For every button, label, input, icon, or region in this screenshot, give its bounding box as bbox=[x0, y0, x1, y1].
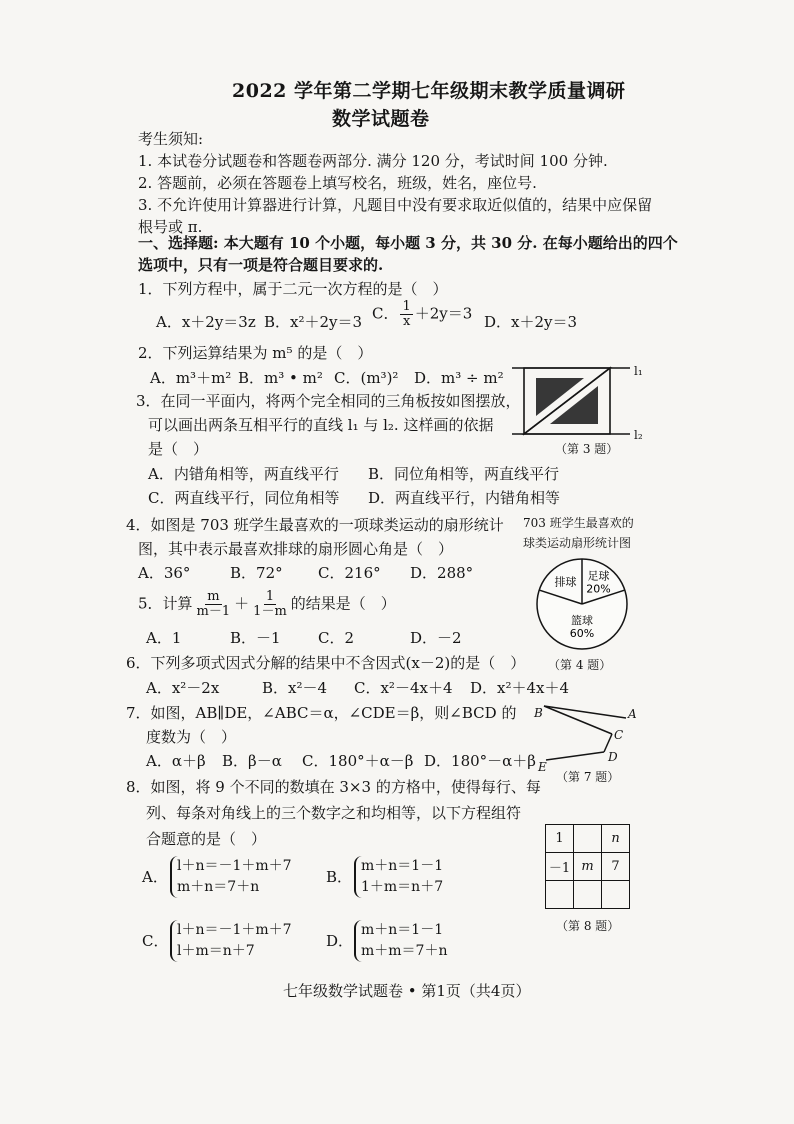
q8-option-b-eq2: 1＋m＝n＋7 bbox=[361, 879, 444, 895]
grid-cell: －1 bbox=[546, 853, 574, 881]
q6-option-b: B．x²－4 bbox=[262, 679, 328, 697]
line-de bbox=[546, 752, 604, 760]
q8-option-c-label: C． bbox=[142, 932, 169, 950]
q7-point-a: A bbox=[628, 707, 637, 721]
grid-cell: n bbox=[602, 825, 630, 853]
q3-stem: 3．在同一平面内，将两个完全相同的三角板按如图摆放， bbox=[136, 392, 521, 410]
line-bc bbox=[544, 706, 612, 734]
pie-chart bbox=[534, 556, 630, 652]
q1-option-c-label: C． bbox=[372, 304, 399, 323]
q8-figure-caption: （第 8 题） bbox=[556, 919, 620, 933]
q2-option-c: C．(m³)² bbox=[334, 369, 399, 387]
pie-chart-title-cont: 球类运动扇形统计图 bbox=[523, 536, 632, 550]
pie-slice-value: 60% bbox=[569, 627, 595, 640]
q5-fraction-1: $\frac{m}{m-1}$ bbox=[196, 589, 231, 619]
grid-cell: 7 bbox=[602, 853, 630, 881]
q4-option-c: C．216° bbox=[318, 564, 381, 582]
exam-title: 2022 学年第二学期七年级期末教学质量调研 bbox=[232, 80, 626, 102]
q1-option-b: B．x²＋2y＝3 bbox=[264, 313, 363, 331]
q2-option-b: B．m³ • m² bbox=[238, 369, 323, 387]
q3-stem-cont: 是（ ） bbox=[148, 440, 209, 458]
notice-item: 3. 不允许使用计算器进行计算，凡题目中没有要求取近似值的，结果中应保留 bbox=[138, 196, 653, 214]
q1-option-d: D．x＋2y＝3 bbox=[484, 313, 578, 331]
q7-option-b: B．β－α bbox=[222, 752, 282, 770]
q8-option-b-system bbox=[354, 856, 443, 898]
pie-slice-label: 足球 bbox=[587, 569, 610, 583]
section-heading: 一、选择题: 本大题有 10 个小题，每小题 3 分，共 30 分. 在每小题给出的四个 bbox=[138, 234, 678, 252]
grid-cell bbox=[602, 881, 630, 909]
q2-stem: 2．下列运算结果为 m⁵ 的是（ ） bbox=[138, 344, 373, 362]
q5-label: 5．计算 bbox=[138, 594, 193, 613]
q4-stem: 4．如图是 703 班学生最喜欢的一项球类运动的扇形统计 bbox=[126, 516, 504, 534]
grid-cell bbox=[574, 825, 602, 853]
q7-option-c: C．180°＋α－β bbox=[302, 752, 414, 770]
q6-option-a: A．x²－2x bbox=[146, 679, 220, 697]
q7-option-a: A．α＋β bbox=[146, 752, 206, 770]
grid-cell bbox=[574, 881, 602, 909]
q6-option-c: C．x²－4x＋4 bbox=[354, 679, 453, 697]
q8-option-a-system bbox=[170, 856, 292, 898]
q6-stem: 6．下列多项式因式分解的结果中不含因式(x－2)的是（ ） bbox=[126, 654, 526, 672]
line-ab bbox=[544, 706, 626, 718]
q7-figure-caption: （第 7 题） bbox=[556, 770, 620, 784]
q5-fraction-2: $\frac{1}{1-m}$ bbox=[253, 589, 287, 619]
q7-point-b: B bbox=[534, 706, 543, 720]
notice-item: 1. 本试卷分试题卷和答题卷两部分. 满分 120 分，考试时间 100 分钟. bbox=[138, 152, 608, 170]
q3-option-a: A．内错角相等，两直线平行 bbox=[148, 465, 339, 483]
q8-option-c-eq1: l＋n＝－1＋m＋7 bbox=[177, 922, 292, 938]
grid-cell: m bbox=[574, 853, 602, 881]
pie-slice-value: 20% bbox=[586, 582, 611, 596]
q8-stem: 8．如图，将 9 个不同的数填在 3×3 的方格中，使得每行、每 bbox=[126, 778, 541, 796]
q4-option-d: D．288° bbox=[410, 564, 474, 582]
q2-option-a: A．m³＋m² bbox=[150, 369, 232, 387]
section-heading-cont: 选项中，只有一项是符合题目要求的. bbox=[138, 256, 384, 274]
q7-stem-cont: 度数为（ ） bbox=[146, 728, 237, 746]
q7-point-d: D bbox=[608, 750, 618, 764]
q3-stem-cont: 可以画出两条互相平行的直线 l₁ 与 l₂. 这样画的依据 bbox=[148, 416, 494, 434]
q8-option-d-eq1: m＋n＝1－1 bbox=[361, 922, 444, 938]
magic-square-grid bbox=[545, 824, 630, 909]
q8-stem-cont: 列、每条对角线上的三个数字之和均相等，以下方程组符 bbox=[146, 804, 522, 822]
q8-option-d-system bbox=[354, 920, 447, 962]
q8-option-b-label: B． bbox=[326, 868, 353, 886]
q3-label-l1: l₁ bbox=[634, 364, 643, 378]
q8-stem-cont: 合题意的是（ ） bbox=[146, 830, 267, 848]
q4-option-b: B．72° bbox=[230, 564, 283, 582]
pie-slice-label: 篮球 bbox=[571, 614, 593, 627]
notice-heading: 考生须知: bbox=[138, 130, 204, 148]
q8-option-c-system bbox=[170, 920, 292, 962]
q3-option-d: D．两直线平行，内错角相等 bbox=[368, 489, 561, 507]
q3-option-c: C．两直线平行，同位角相等 bbox=[148, 489, 340, 507]
q2-option-d: D．m³ ÷ m² bbox=[414, 369, 504, 387]
q1-option-c-fraction: $\frac{1}{x}$ bbox=[402, 299, 411, 329]
page-footer: 七年级数学试题卷 • 第1页（共4页） bbox=[283, 982, 531, 1000]
q8-option-c-eq2: l＋m＝n＋7 bbox=[177, 943, 255, 959]
q3-figure-caption: （第 3 题） bbox=[555, 442, 619, 456]
q3-option-b: B．同位角相等，两直线平行 bbox=[368, 465, 560, 483]
q4-figure-caption: （第 4 题） bbox=[548, 658, 612, 672]
notice-item: 根号或 π. bbox=[138, 218, 203, 236]
q3-label-l2: l₂ bbox=[634, 428, 643, 442]
exam-subtitle: 数学试题卷 bbox=[332, 108, 430, 130]
notice-item: 2. 答题前，必须在答题卷上填写校名，班级，姓名，座位号. bbox=[138, 174, 537, 192]
q8-option-a-eq2: m＋n＝7＋n bbox=[177, 879, 260, 895]
q1-stem: 1．下列方程中，属于二元一次方程的是（ ） bbox=[138, 280, 448, 298]
q5-option-d: D．－2 bbox=[410, 629, 462, 647]
q5-option-c: C．2 bbox=[318, 629, 355, 647]
q5-plus: ＋ bbox=[234, 594, 250, 613]
q8-option-b-eq1: m＋n＝1－1 bbox=[361, 858, 444, 874]
q3-figure bbox=[512, 362, 652, 442]
q5-rest: 的结果是（ ） bbox=[290, 594, 396, 613]
q1-option-a: A．x＋2y＝3z bbox=[156, 313, 256, 331]
q7-point-e: E bbox=[538, 760, 547, 774]
q4-option-a: A．36° bbox=[138, 564, 191, 582]
q1-option-c bbox=[372, 300, 472, 329]
q4-stem-cont: 图，其中表示最喜欢排球的扇形圆心角是（ ） bbox=[138, 540, 454, 558]
q8-option-a-label: A． bbox=[142, 868, 168, 886]
grid-cell: 1 bbox=[546, 825, 574, 853]
q8-option-a-eq1: l＋n＝－1＋m＋7 bbox=[177, 858, 292, 874]
q5-option-a: A．1 bbox=[146, 629, 182, 647]
q7-stem: 7．如图，AB∥DE，∠ABC＝α，∠CDE＝β，则∠BCD 的 bbox=[126, 704, 517, 722]
q5-option-b: B．－1 bbox=[230, 629, 281, 647]
q1-option-c-rest: ＋2y＝3 bbox=[414, 304, 473, 323]
q5-stem bbox=[138, 590, 396, 619]
q8-option-d-eq2: m＋m＝7＋n bbox=[361, 943, 448, 959]
pie-chart-title: 703 班学生最喜欢的 bbox=[523, 516, 634, 530]
q7-option-d: D．180°－α＋β bbox=[424, 752, 536, 770]
grid-cell bbox=[546, 881, 574, 909]
q6-option-d: D．x²＋4x＋4 bbox=[470, 679, 570, 697]
q8-option-d-label: D． bbox=[326, 932, 354, 950]
q7-point-c: C bbox=[614, 728, 624, 742]
pie-slice-label: 排球 bbox=[554, 575, 577, 589]
